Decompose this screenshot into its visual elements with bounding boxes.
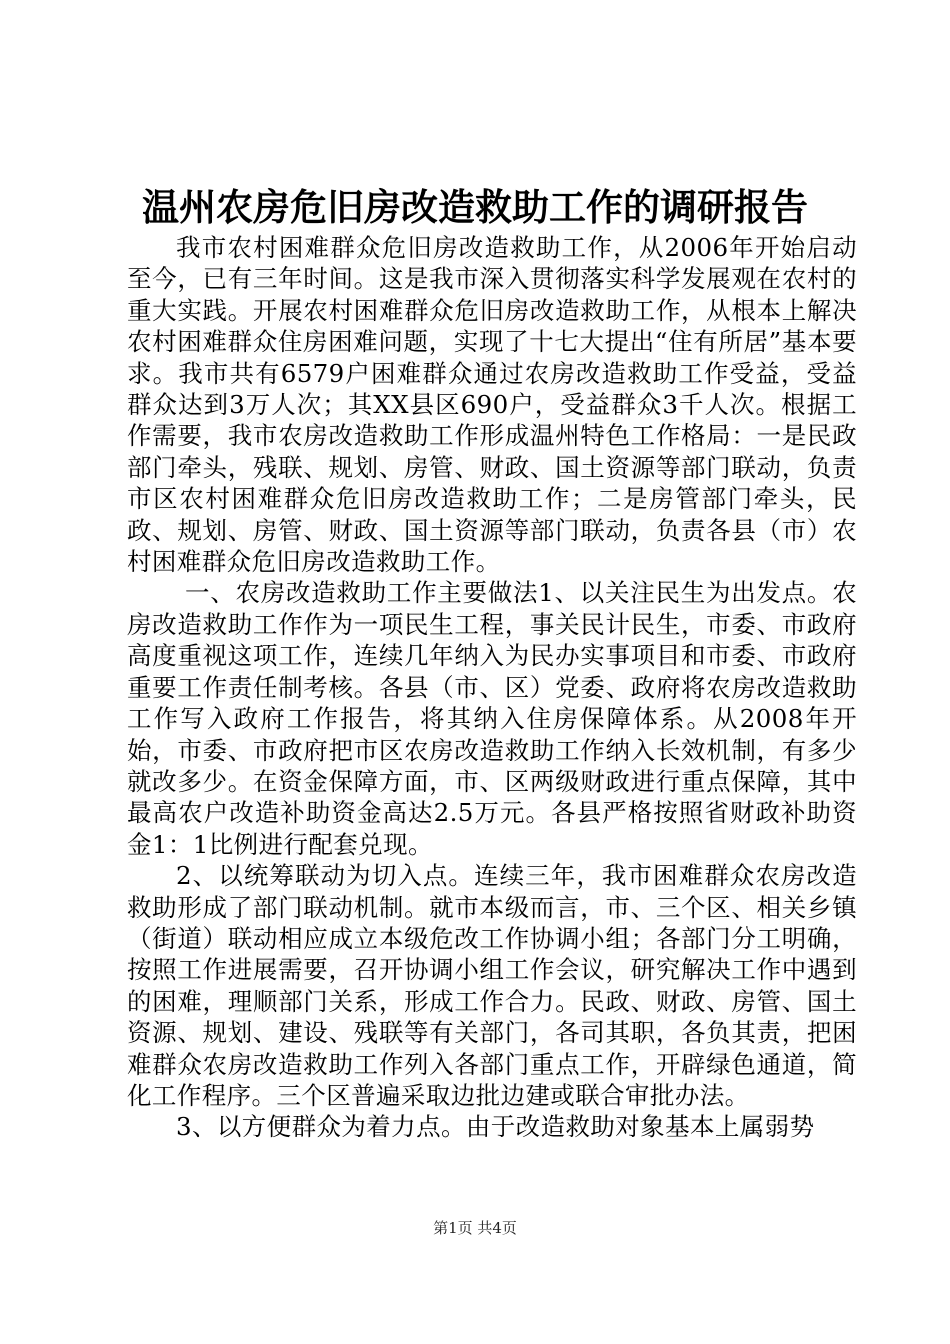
paragraph-point-3: 3、以方便群众为着力点。由于改造救助对象基本上属弱势 — [176, 1112, 815, 1142]
page-number-footer: 第1页 共4页 — [433, 1219, 517, 1237]
document-title: 温州农房危旧房改造救助工作的调研报告 — [142, 185, 808, 229]
document-body — [127, 232, 857, 1143]
paragraph-intro: 我市农村困难群众危旧房改造救助工作，从2006年开始启动至今，已有三年时间。这是我市深入贯彻落实科学发展观在农村的重大实践。开展农村困难群众危旧房改造救助工作，从根本上解决农村困难群众住房困难问题，实现了十七大提出“住有所居”基本要求。我市共有6579户困难群众通过农房改造救助工作受益，受益群众达到3万人次；其XX县区690户，受益群众3千人次。根据工作需要，我市农房改造救助工作形成温州特色工作格局：一是民政部门牵头，残联、规划、房管、财政、国土资源等部门联动，负责市区农村困难群众危旧房改造救助工作；二是房管部门牵头，民政、规划、房管、财政、国土资源等部门联动，负责各县（市）农村困难群众危旧房改造救助工作。 — [127, 233, 857, 577]
paragraph-point-2: 2、以统筹联动为切入点。连续三年，我市困难群众农房改造救助形成了部门联动机制。就市本级而言，市、三个区、相关乡镇（街道）联动相应成立本级危改工作协调小组；各部门分工明确，按照工作进展需要，召开协调小组工作会议，研究解决工作中遇到的困难，理顺部门关系，形成工作合力。民政、财政、房管、国土资源、规划、建设、残联等有关部门，各司其职，各负其责，把困难群众农房改造救助工作列入各部门重点工作，开辟绿色通道，简化工作程序。三个区普遍采取边批边建或联合审批办法。 — [127, 861, 857, 1110]
paragraph-section-1: 一、农房改造救助工作主要做法1、以关注民生为出发点。农房改造救助工作作为一项民生工程，事关民计民生，市委、市政府高度重视这项工作，连续几年纳入为民办实事项目和市委、市政府重要工作责任制考核。各县（市、区）党委、政府将农房改造救助工作写入政府工作报告，将其纳入住房保障体系。从2008年开始，市委、市政府把市区农房改造救助工作纳入长效机制，有多少就改多少。在资金保障方面，市、区两级财政进行重点保障，其中最高农户改造补助资金高达2.5万元。各县严格按照省财政补助资金1：1比例进行配套兑现。 — [127, 578, 857, 859]
